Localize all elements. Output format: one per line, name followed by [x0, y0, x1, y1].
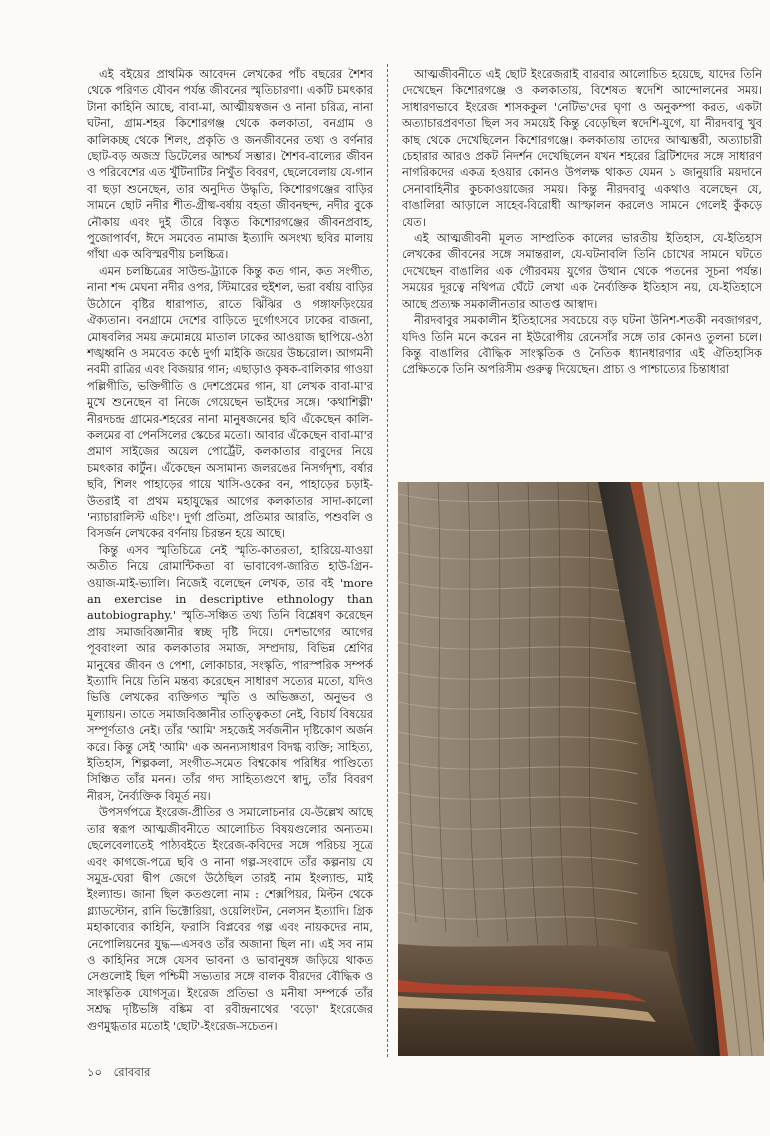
paragraph: এমন চলচ্চিত্রের সাউন্ড-ট্র্যাকে কিন্তু কত গান, কত সংগীত, নানা শব্দ মেঘনা নদীর ওপর, স্টিমারের হুইশল, ভরা বর্ষায় বাড়ির উঠোনে বৃষ্টির ধারাপাত, রাতে ঝিঁঝির ও গঙ্গাফড়িংয়ের ঐক্যতান। বনগ্রামে দেশের বাড়িতে দুর্গোৎসবে ঢাকের বাজনা, মোষবলির সময় ক্রমোন্নয়ে মাতাল ঢাকের আওয়াজ ছাপিয়ে-ওঠা শঙ্খধ্বনি ও সমবেত কণ্ঠে দুর্গা মাইকি জয়ের উচ্চরোল। আগমনী নবমী রাত্রির এবং বিজয়ার গান; এছাড়াও কৃষক-বালিকার গাওয়া পল্লিগীতি, ভক্তিগীতি ও দেশপ্রেমের গান, যা লেখক বাবা-মা'র মুখে শুনেছেন বা নিজে গেয়েছেন ভাইদের সঙ্গে। 'কথাশিল্পী' নীরদচন্দ্র গ্রামের-শহরের নানা মানুষজনের ছবি এঁকেছেন কালি-কলমের বা পেনসিলের স্কেচের মতো। আবার এঁকেছেন বাবা-মা'র প্রমাণ সাইজের অয়েল পোর্ট্রেট, কলকাতার বাবুদের নিয়ে চমৎকার কার্টুন। এঁকেছেন অসামান্য জলরঙের নিসর্গদৃশ্য, বর্ষার ছবি, শিলং পাহাড়ের গায়ে খাসি-ওকের বন, পাহাড়ের চড়াই-উতরাই বা প্রথম মহাযুদ্ধের আগের কলকাতার সাদা-কালো 'ন্যাচারালিস্ট এচিং'। দুর্গা প্রতিমা, প্রতিমার আরতি, পশুবলি ও বিসর্জন লেখকের বর্ণনায় চিরন্তন হয়ে আছে।: [87, 263, 373, 541]
right-text-column: [402, 66, 762, 470]
paragraph: এই আত্মজীবনী মূলত সাম্প্রতিক কালের ভারতীয় ইতিহাস, যে-ইতিহাস লেখকের জীবনের সঙ্গে সমান্তরাল, যে-ঘটনাবলি তিনি চোখের সামনে ঘটতে দেখেছেন বাঙালির এক গৌরবময় যুগের উত্থান থেকে পতনের সূচনা পর্যন্ত। সময়ের দূরত্বে নথিপত্র ঘেঁটে লেখা এক নৈর্ব্যক্তিক ইতিহাস নয়, যে-ইতিহাসে আছে প্রত্যক্ষ সমকালীনতার আতপ্ত আস্বাদ।: [402, 231, 762, 311]
paragraph: উপসর্গপত্রে ইংরেজ-প্রীতির ও সমালোচনার যে-উল্লেখ আছে তার স্বরূপ আত্মজীবনীতে আলোচিত বিষয়গুলোর অন্যতম। ছেলেবেলাতেই পাঠ্যবইতে ইংরেজ-কবিদের সঙ্গে পরিচয় সূত্রে এবং কাগজে-পত্রে ছবি ও নানা গল্প-সংবাদে তাঁর কল্পনায় যে সমুদ্র-ঘেরা দ্বীপ জেগে উঠেছিল তারই নাম ইংল্যান্ড, মাই ইংল্যান্ড। জানা ছিল কতগুলো নাম : শেক্সপিয়র, মিল্টন থেকে গ্ল্যাডস্টোন, রানি ভিক্টোরিয়া, ওয়েলিংটন, নেলসন ইত্যাদি। গ্রিক মহাকাব্যের কাহিনি, ফরাসি বিপ্লবের গল্প এবং নায়কদের নাম, নেপোলিয়নের যুদ্ধ—এসবও তাঁর অজানা ছিল না। এই সব নাম ও কাহিনির সঙ্গে যেসব ভাবনা ও ভাবানুষঙ্গ জড়িয়ে থাকত সেগুলোই ছিল পশ্চিমী সভ্যতার সঙ্গে বালক বীরদের বৌদ্ধিক ও সাংস্কৃতিক যোগসূত্র। ইংরেজ প্রতিভা ও মনীষা সম্পর্কে তাঁর সশ্রদ্ধ দৃষ্টিভঙ্গি বঙ্কিম বা রবীন্দ্রনাথের 'বড়ো' ইংরেজের গুণমুগ্ধতার মতোই 'ছোট'-ইংরেজ-সচেতন।: [87, 805, 373, 1033]
left-text-column: [87, 66, 373, 1058]
paragraph: কিন্তু এসব স্মৃতিচিত্রে নেই স্মৃতি-কাতরতা, হারিয়ে-যাওয়া অতীত নিয়ে রোমান্টিকতা বা ভাবাবেগ-জারিত হাউ-গ্রিন-ওয়াজ-মাই-ভ্যালি। নিজেই বলেছেন লেখক, তার বই 'more an exercise in descriptive ethnology than autobiography.' স্মৃতি-সঞ্চিত তথ্য তিনি বিশ্লেষণ করেছেন প্রায় সমাজবিজ্ঞানীর স্বচ্ছ দৃষ্টি দিয়ে। দেশভাগের আগের পূববাংলা আর কলকাতার সমাজ, সম্প্রদায়, বিভিন্ন শ্রেণির মানুষের জীবন ও পেশা, লোকাচার, সংস্কৃতি, পারস্পরিক সম্পর্ক ইত্যাদি নিয়ে তিনি মন্তব্য করেছেন সাধারণ সত্যের মতো, যদিও ভিত্তি লেখকের ব্যক্তিগত স্মৃতি ও অভিজ্ঞতা, অনুভব ও মূল্যায়ন। তাতে সমাজবিজ্ঞানীর তাত্ত্বিকতা নেই, বিচার্য বিষয়ের সম্পূর্ণতাও নেই। তাঁর 'আমি' সহজেই সর্বজনীন দৃষ্টিকোণ অর্জন করে। কিন্তু সেই 'আমি' এক অনন্যসাধারণ বিদগ্ধ ব্যক্তি; সাহিত্য, ইতিহাস, শিল্পকলা, সংগীত-সমেত বিশ্বকোষ পরিধির পাণ্ডিত্যে সিঞ্চিত তাঁর মনন। তাঁর গদ্য সাহিত্যগুণে স্বাদু, তাঁর বিবরণ নীরস, নৈর্ব্যক্তিক বিমূর্ত নয়।: [87, 542, 373, 803]
page-footer: [87, 1064, 158, 1083]
old-book-spine-photo: [398, 482, 764, 1056]
paragraph: আত্মজীবনীতে এই ছোট ইংরেজরাই বারবার আলোচিত হয়েছে, যাদের তিনি দেখেছেন কিশোরগঞ্জে ও কলকাতায়, বিশেষত স্বদেশি আন্দোলনের সময়। সাধারণভাবে ইংরেজ শাসককুল 'নেটিভ'দের ঘৃণা ও অনুকম্পা করত, একটা অত্যাচারপ্রবণতা ছিল সব সময়েই কিন্তু বেড়েছিল স্বদেশি-যুগে, যা নীরদবাবু খুব কাছ থেকে দেখেছিলেন কিশোরগঞ্জে। কলকাতায় তাদের আত্মম্ভরী, অত্যাচারী চেহারার আরও প্রকট নিদর্শন দেখেছিলেন যখন শহরের ব্রিটিশদের সঙ্গে সাধারণ নাগরিকদের একত্র হওয়ার কোনও উপলক্ষ থাকত যেমন ১ জানুয়ারি ময়দানে সেনাবাহিনীর কুচকাওয়াজের সময়। কিন্তু নীরদবাবু একথাও বলেছেন যে, বাঙালিরা আড়ালে সাহেব-বিরোধী আস্ফালন করলেও সামনে গেলেই কুঁকড়ে যেত।: [402, 67, 762, 229]
paragraph: নীরদবাবুর সমকালীন ইতিহাসের সবচেয়ে বড় ঘটনা উনিশ-শতকী নবজাগরণ, যদিও তিনি মনে করেন না ইউরোপীয় রেনেসাঁর সঙ্গে তার কোনও তুলনা চলে। কিন্তু বাঙালির বৌদ্ধিক সাংস্কৃতিক ও নৈতিক ধ্যানধারণার এই ঐতিহাসিক প্রেক্ষিতকে তিনি অপরিসীম গুরুত্ব দিয়েছেন। প্রাচ্য ও পাশ্চাত্যের চিন্তাধারা: [402, 313, 762, 377]
paragraph: এই বইয়ের প্রাথমিক আবেদন লেখকের পাঁচ বছরের শৈশব থেকে পরিণত যৌবন পর্যন্ত জীবনের স্মৃতিচারণা। একটি চমৎকার টানা কাহিনি আছে, বাবা-মা, আত্মীয়স্বজন ও নানা চরিত্র, নানা ঘটনা, গ্রাম-শহর কিশোরগঞ্জ থেকে কলকাতা, বনগ্রাম ও কালিকচ্ছ থেকে শিলং, প্রকৃতি ও জনজীবনের তথ্য ও বর্ণনার ছোট-বড় অজস্র ডিটেলের আশ্চর্য সম্ভার। শৈশব-বাল্যের জীবন ও পরিবেশের এত খুঁটিনাটির নিখুঁত বিবরণ, ছেলেবেলায় যে-গান বা ছড়া শুনেছেন, তার অনুদিত উদ্ধৃতি, কিশোরগঞ্জের বাড়ির সামনে ছোট নদীর শীত-গ্রীষ্ম-বর্ষায় বহতা জীবনছন্দ, নদীর বুকে নৌকায় এবং দুই তীরে বিস্তৃত কিশোরগঞ্জের জীবনপ্রবাহ, পুজোপার্বণ, ঈদে সমবেত নামাজ ইত্যাদি অসংখ্য ছবির মালায় গাঁথা এক অবিস্মরণীয় চলচ্চিত্র।: [87, 67, 373, 262]
column-divider: [387, 64, 388, 1057]
page-number: ১০: [87, 1065, 102, 1079]
section-name: রোববার: [113, 1065, 151, 1079]
